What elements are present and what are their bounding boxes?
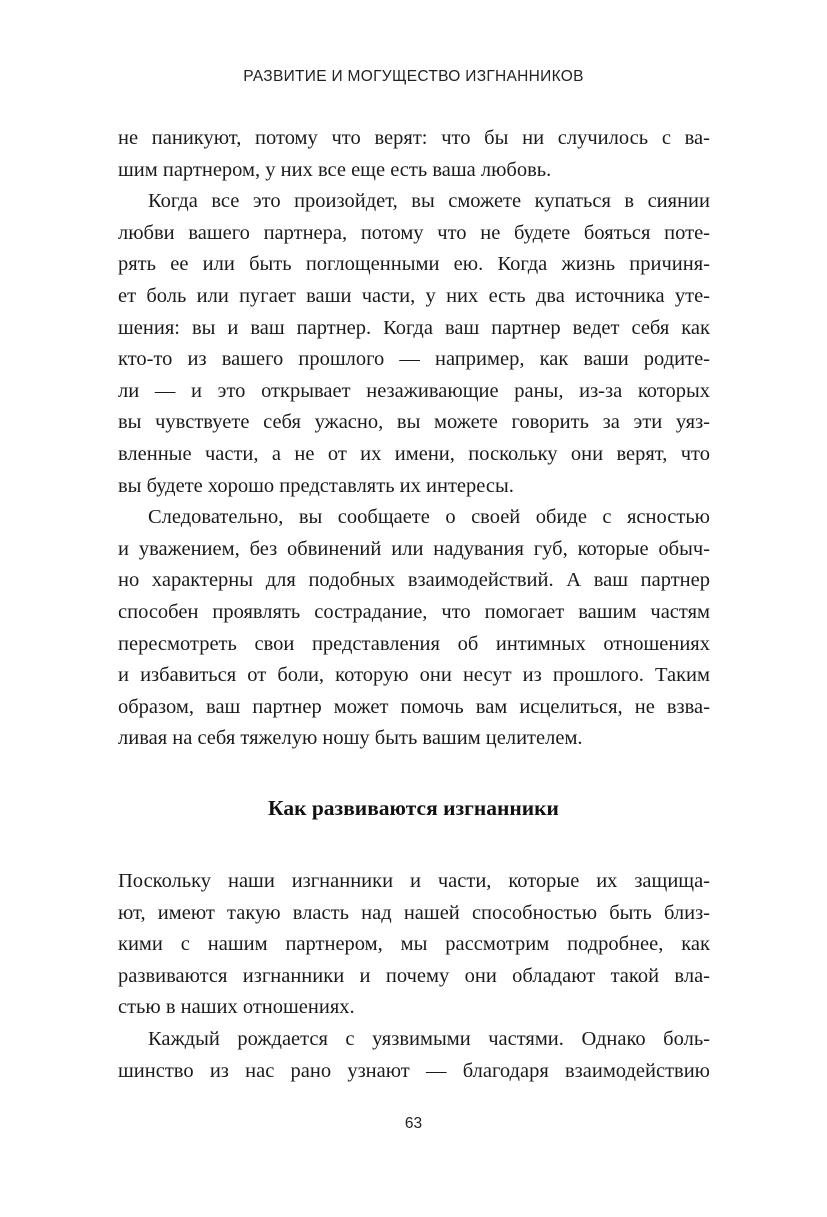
text-line: Каждый рождается с уязвимыми частями. Однако боль-	[148, 1027, 710, 1050]
text-line: но характерны для подобных взаимодействий. А ваш партнер	[118, 569, 710, 592]
text-line: вленные части, а не от их имени, поскольку они верят, что	[118, 442, 710, 465]
text-line: вы чувствуете себя ужасно, вы можете говорить за эти уяз-	[118, 411, 710, 434]
text-line: ли — и это открывает незаживающие раны, из-за которых	[118, 379, 710, 402]
section-body-1	[118, 123, 710, 755]
text-line: развиваются изгнанники и почему они обладают такой вла-	[118, 964, 710, 987]
paragraph	[118, 1024, 710, 1087]
page-number: 63	[404, 1115, 423, 1132]
text-line: Следовательно, вы сообщаете о своей обиде с ясностью	[148, 506, 710, 529]
section-body-2	[118, 866, 710, 1087]
text-line: Поскольку наши изгнанники и части, которые их защища-	[118, 870, 710, 892]
text-line: кими с нашим партнером, мы рассмотрим подробнее, как	[118, 933, 710, 956]
text-line: не паникуют, потому что верят: что бы ни случилось с ва-	[118, 127, 710, 149]
text-line: способен проявлять сострадание, что помогает вашим частям	[118, 600, 710, 623]
text-line: ет боль или пугает ваши части, у них есть два источника уте-	[118, 284, 710, 307]
paragraph	[118, 123, 710, 186]
text-line: вы будете хорошо представлять их интересы.	[118, 474, 514, 497]
text-line: пересмотреть свои представления об интимных отношениях	[118, 632, 710, 655]
text-line: Когда все это произойдет, вы сможете купаться в сиянии	[148, 190, 710, 213]
text-line: кто-то из вашего прошлого — например, как ваши родите-	[118, 348, 710, 371]
text-line: любви вашего партнера, потому что не будете бояться поте-	[118, 221, 710, 244]
text-line: рять ее или быть поглощенными ею. Когда жизнь причиня-	[118, 253, 710, 276]
section-heading: Как развиваются изгнанники	[268, 796, 559, 820]
paragraph	[118, 502, 710, 755]
paragraph	[118, 866, 710, 1024]
text-line: и избавиться от боли, которую они несут из прошлого. Таким	[118, 664, 710, 687]
text-line: шения: вы и ваш партнер. Когда ваш партнер ведет себя как	[118, 316, 710, 339]
text-line: образом, ваш партнер может помочь вам исцелиться, не взва-	[118, 695, 710, 718]
text-line: ют, имеют такую власть над нашей способностью быть близ-	[118, 901, 710, 924]
text-line: и уважением, без обвинений или надувания губ, которые обыч-	[118, 537, 710, 560]
text-line: ливая на себя тяжелую ношу быть вашим целителем.	[118, 727, 583, 750]
text-line: шинство из нас рано узнают — благодаря взаимодействию	[118, 1059, 710, 1082]
text-line: шим партнером, у них все еще есть ваша любовь.	[118, 158, 552, 181]
paragraph	[118, 186, 710, 502]
text-line: стью в наших отношениях.	[118, 996, 355, 1019]
running-head: РАЗВИТИЕ И МОГУЩЕСТВО ИЗГНАННИКОВ	[243, 68, 584, 85]
